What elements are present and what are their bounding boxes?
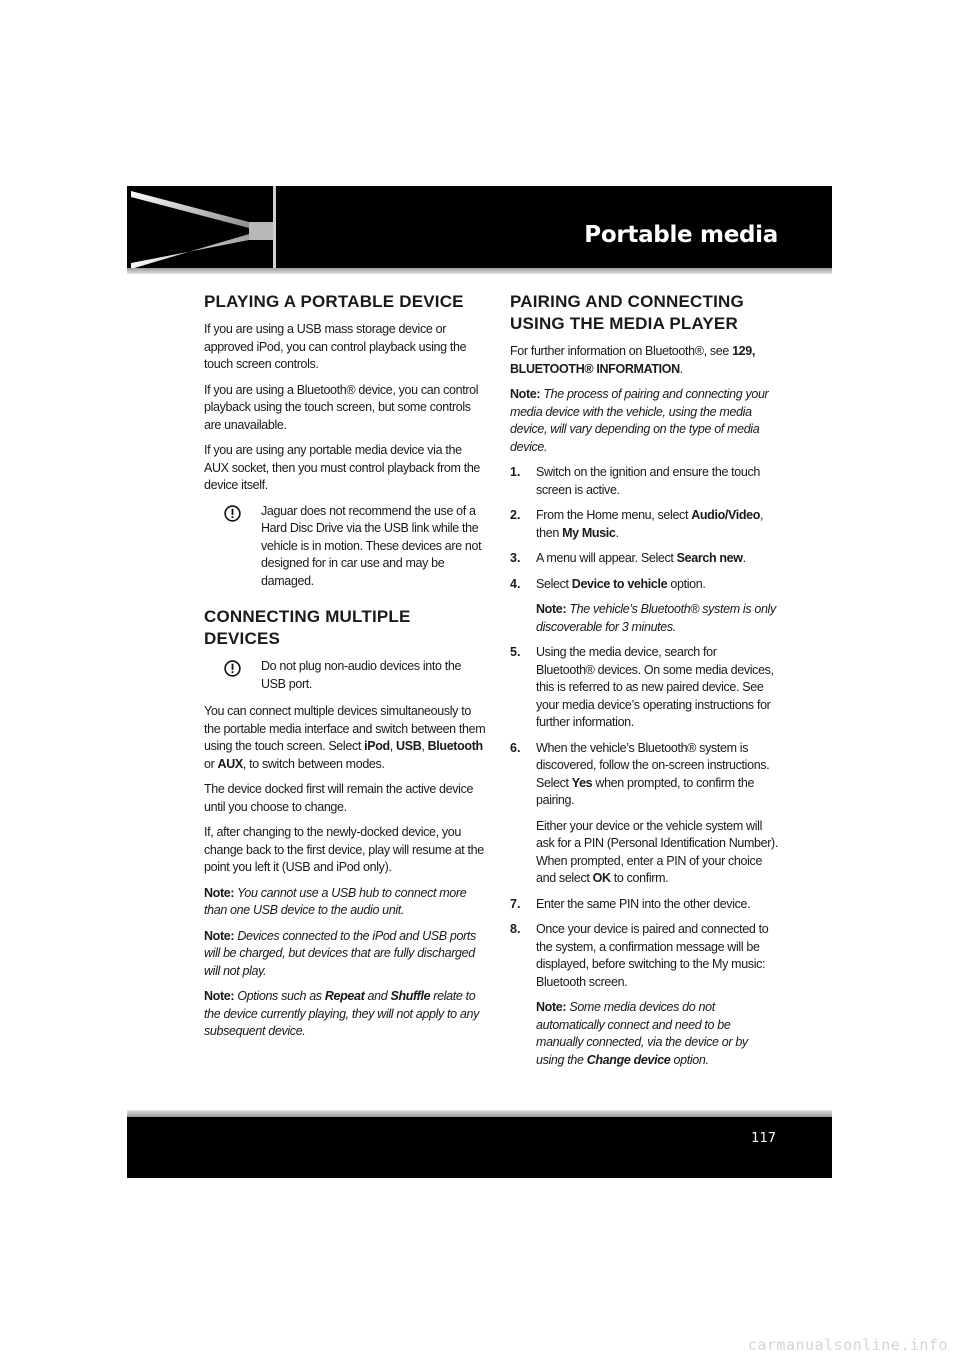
steps-list — [510, 464, 778, 1069]
warning-icon — [224, 505, 241, 522]
paragraph: If you are using a Bluetooth® device, you can control playback using the touch screen, but some controls are unavailable. — [204, 382, 479, 432]
page-footer — [127, 1117, 832, 1178]
warning-text: Jaguar does not recommend the use of a Hard Disc Drive via the USB link while the vehicle is in motion. These devices are not designed for in car use and may be damaged. — [261, 503, 482, 588]
page-number: 117 — [751, 1131, 776, 1146]
note: Note: Devices connected to the iPod and USB ports will be charged, but devices that are fully discharged will not play. — [204, 928, 476, 978]
note: Note: You cannot use a USB hub to connect more than one USB device to the audio unit. — [204, 885, 467, 917]
paragraph: If you are using a USB mass storage device or approved iPod, you can control playback using the touch screen controls. — [204, 322, 467, 371]
list-item: 2. From the Home menu, select Audio/Video, then My Music. — [510, 508, 764, 540]
list-item: 8. Once your device is paired and connected to the system, a confirmation message will be displayed, before switching to the My music: Bluetooth screen. Note: Some media devices do not automatically connect and need to be manually connected, via the device or by using the Change device option. — [510, 921, 778, 1069]
section-heading-pairing: PAIRING AND CONNECTING USING THE MEDIA PLAYER — [510, 292, 744, 333]
paragraph: The device docked first will remain the active device until you choose to change. — [204, 782, 474, 814]
section-heading-playing: PLAYING A PORTABLE DEVICE — [204, 292, 464, 311]
section-heading-multiple: CONNECTING MULTIPLE DEVICES — [204, 607, 411, 648]
note: Note: Some media devices do not automatically connect and need to be manually connected, via the device or by using the Change device option. — [536, 1000, 748, 1067]
page-title: Portable media — [584, 222, 778, 248]
page-header — [127, 186, 832, 271]
note: Note: Options such as Repeat and Shuffle relate to the device currently playing, they will not apply to any subsequent device. — [204, 989, 480, 1038]
warning-block — [204, 503, 487, 591]
footer-divider — [127, 1110, 832, 1117]
right-column — [510, 291, 778, 1077]
cross-reference-link[interactable]: 129, BLUETOOTH® INFORMATION — [510, 344, 755, 376]
paragraph: You can connect multiple devices simultaneously to the portable media interface and switch between them using the touch screen. Select iPod, USB, Bluetooth or AUX, to switch between modes. — [204, 704, 486, 771]
note: Note: The process of pairing and connecting your media device with the vehicle, using the media device, will vary depending on the type of media device. — [510, 387, 769, 454]
warning-icon — [224, 660, 241, 677]
paragraph: For further information on Bluetooth®, see 129, BLUETOOTH® INFORMATION. — [510, 344, 755, 376]
list-item: 5. Using the media device, search for Bluetooth® devices. On some media devices, this is referred to as new paired device. See your media device’s operating instructions for further information. — [510, 645, 774, 729]
note: Note: The vehicle’s Bluetooth® system is only discoverable for 3 minutes. — [536, 602, 776, 634]
list-item: 3. A menu will appear. Select Search new. — [510, 551, 746, 565]
warning-text: Do not plug non-audio devices into the USB port. — [261, 659, 462, 691]
list-item: 7. Enter the same PIN into the other device. — [510, 896, 751, 911]
chevron-graphic — [127, 186, 287, 271]
list-item: 6. When the vehicle’s Bluetooth® system is discovered, follow the on-screen instructions. Select Yes when prompted, to confirm the pairing. Either your device or the vehicle system will ask for a PIN (Personal Identification Number). When prompted, enter a PIN of your choice and select OK to confirm. — [510, 740, 778, 885]
paragraph: If you are using any portable media device via the AUX socket, then you must control playback from the device itself. — [204, 443, 481, 492]
paragraph: If, after changing to the newly-docked device, you change back to the first device, play will resume at the point you left it (USB and iPod only). — [204, 825, 484, 874]
watermark: carmanualsonline.info — [747, 1336, 948, 1354]
header-divider — [127, 268, 832, 274]
warning-block — [204, 658, 487, 693]
list-item: 4. Select Device to vehicle option. Note: The vehicle’s Bluetooth® system is only discoverable for 3 minutes. — [510, 576, 778, 637]
left-column — [204, 291, 487, 1049]
list-item: 1. Switch on the ignition and ensure the touch screen is active. — [510, 465, 761, 497]
